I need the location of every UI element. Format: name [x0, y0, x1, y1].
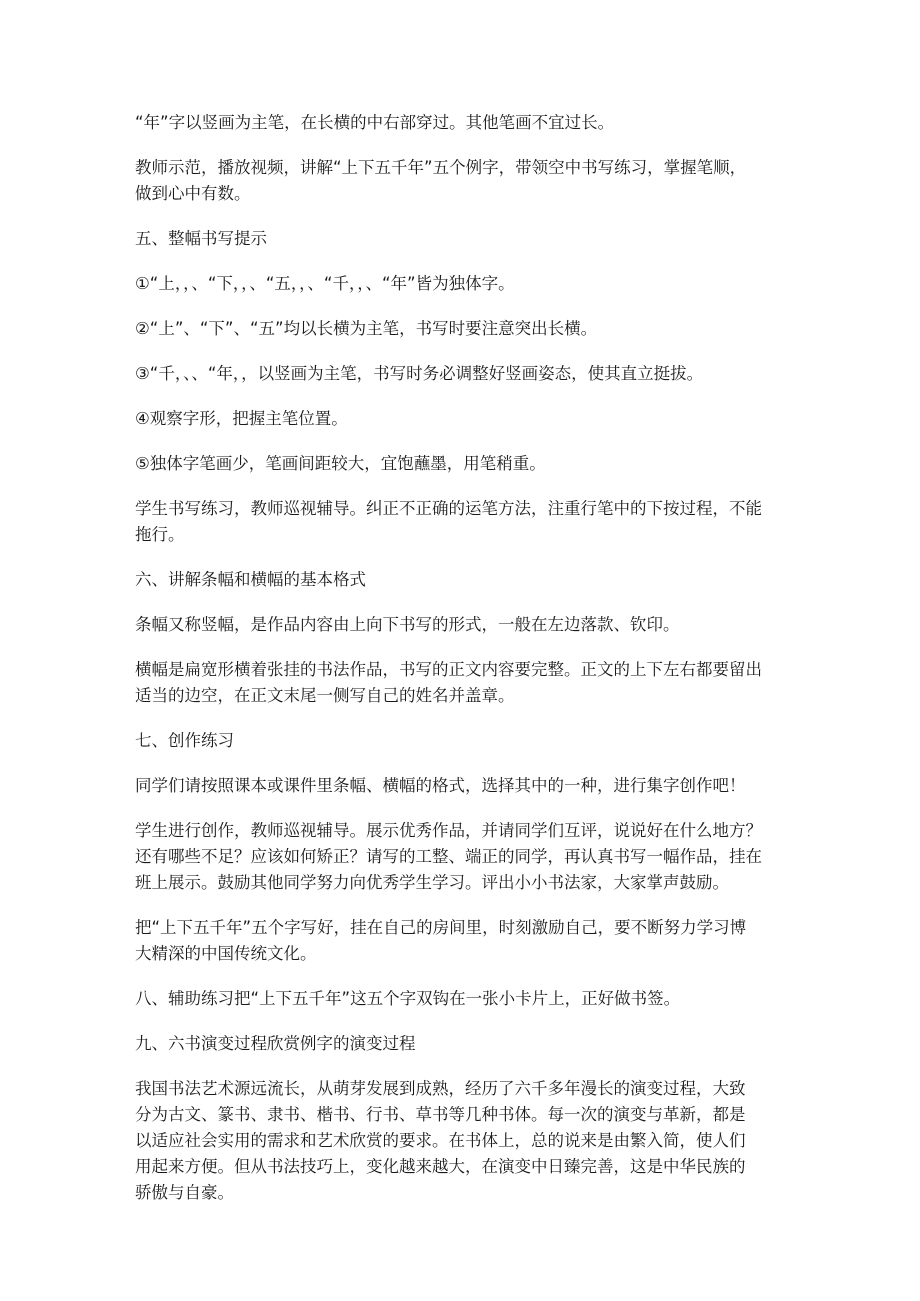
paragraph: [135, 155, 795, 207]
paragraph: [135, 451, 795, 477]
paragraph: [135, 818, 795, 896]
paragraph: [135, 1031, 795, 1057]
text-line: 做到心中有数。: [135, 184, 251, 203]
paragraph: [135, 316, 795, 342]
text-line: 还有哪些不足？应该如何矫正？请写的工整、端正的同学，再认真书写一幅作品，挂在: [135, 847, 762, 866]
text-line: ⑤独体字笔画少，笔画间距较大，宜饱蘸墨，用笔稍重。: [135, 454, 546, 473]
text-line: 分为古文、篆书、隶书、楷书、行书、草书等几种书体。每一次的演变与革新，都是: [135, 1105, 746, 1124]
text-line: 教师示范，播放视频，讲解“上下五千年”五个例字，带领空中书写练习，掌握笔顺，: [135, 158, 747, 177]
paragraph: [135, 986, 795, 1012]
paragraph: [135, 773, 795, 799]
paragraph: [135, 612, 795, 638]
text-line: 大精深的中国传统文化。: [135, 944, 317, 963]
text-line: ①“上，，、“下，，、“五，，、“千，，、“年”皆为独体字。: [135, 274, 515, 293]
text-line: 学生书写练习，教师巡视辅导。纠正不正确的运笔方法，注重行笔中的下按过程，不能: [135, 499, 762, 518]
text-line: 八、辅助练习把“上下五千年”这五个字双钩在一张小卡片上，正好做书签。: [135, 989, 681, 1008]
text-line: 拖行。: [135, 525, 185, 544]
text-line: 学生进行创作，教师巡视辅导。展示优秀作品，并请同学们互评，说说好在什么地方？: [135, 821, 762, 840]
text-line: ③“千，、、“年，，以竖画为主笔，书写时务必调整好竖画姿态，使其直立挺拔。: [135, 364, 704, 383]
document-body: [135, 110, 795, 1225]
paragraph: [135, 406, 795, 432]
paragraph: [135, 728, 795, 754]
text-line: 横幅是扁宽形横着张挂的书法作品，书写的正文内容要完整。正文的上下左右都要留出: [135, 660, 762, 679]
text-line: 七、创作练习: [135, 731, 234, 750]
paragraph: [135, 226, 795, 252]
paragraph: [135, 657, 795, 709]
text-line: 骄傲与自豪。: [135, 1183, 234, 1202]
paragraph: [135, 361, 795, 387]
text-line: 我国书法艺术源远流长，从萌芽发展到成熟，经历了六千多年漫长的演变过程，大致: [135, 1079, 746, 1098]
text-line: 以适应社会实用的需求和艺术欣赏的要求。在书体上，总的说来是由繁入简，使人们: [135, 1131, 746, 1150]
text-line: 适当的边空，在正文末尾一侧写自己的姓名并盖章。: [135, 686, 515, 705]
text-line: 九、六书演变过程欣赏例字的演变过程: [135, 1034, 416, 1053]
text-line: 同学们请按照课本或课件里条幅、横幅的格式，选择其中的一种，进行集字创作吧！: [135, 776, 746, 795]
text-line: 五、整幅书写提示: [135, 229, 267, 248]
text-line: “年”字以竖画为主笔，在长横的中右部穿过。其他笔画不宜过长。: [135, 113, 615, 132]
paragraph: [135, 496, 795, 548]
paragraph: [135, 110, 795, 136]
text-line: ④观察字形，把握主笔位置。: [135, 409, 348, 428]
text-line: ②“上”、“下”、“五”均以长横为主笔，书写时要注意突出长横。: [135, 319, 598, 338]
text-line: 六、讲解条幅和横幅的基本格式: [135, 570, 366, 589]
paragraph: [135, 915, 795, 967]
text-line: 用起来方便。但从书法技巧上，变化越来越大，在演变中日臻完善，这是中华民族的: [135, 1157, 746, 1176]
text-line: 条幅又称竖幅，是作品内容由上向下书写的形式，一般在左边落款、钦印。: [135, 615, 680, 634]
paragraph: [135, 271, 795, 297]
text-line: 班上展示。鼓励其他同学努力向优秀学生学习。评出小小书法家，大家掌声鼓励。: [135, 873, 729, 892]
paragraph: [135, 1076, 795, 1206]
paragraph: [135, 567, 795, 593]
text-line: 把“上下五千年”五个字写好，挂在自己的房间里，时刻激励自己，要不断努力学习博: [135, 918, 747, 937]
